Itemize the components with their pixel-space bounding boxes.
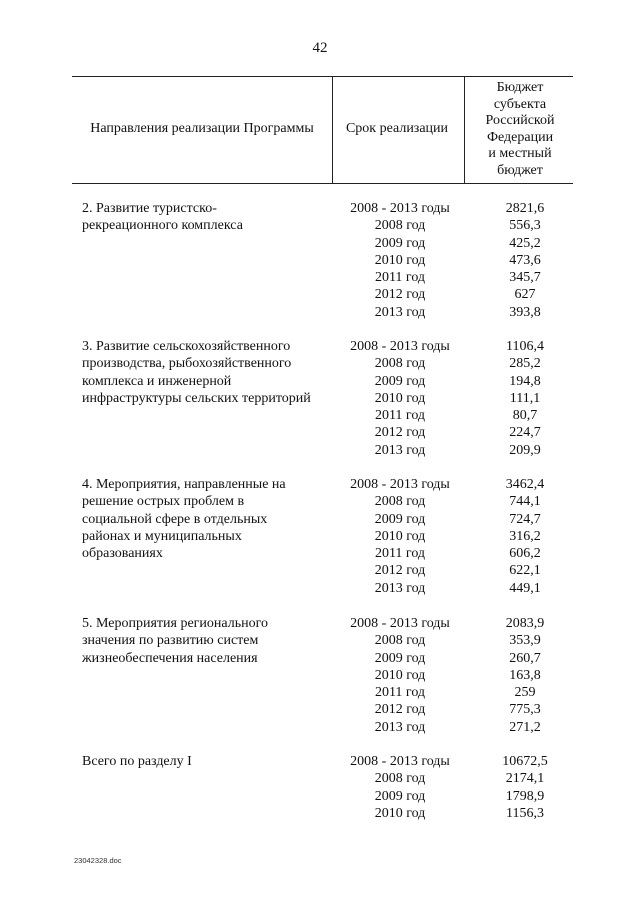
budget-value-cell: 271,2: [509, 719, 541, 735]
section-title: [82, 615, 344, 667]
section-title-line: комплекса и инженерной: [82, 373, 232, 389]
section-title-line: социальной сфере в отдельных: [82, 511, 268, 527]
period-column: [336, 338, 464, 459]
period-cell: 2008 - 2013 годы: [350, 477, 450, 492]
section-title-line: значения по развитию систем: [82, 633, 259, 649]
budget-value-cell: 1798,9: [505, 788, 545, 804]
header-budget: [470, 80, 570, 179]
section-title-line: производства, рыбохозяйственного: [82, 356, 292, 372]
period-cell: 2011 год: [374, 408, 426, 424]
section-title-line: 5. Мероприятия регионального: [82, 616, 268, 631]
budget-value-cell: 606,2: [509, 546, 541, 562]
period-cell: 2008 год: [374, 356, 426, 372]
period-cell: 2013 год: [374, 580, 426, 596]
period-cell: 2010 год: [374, 667, 426, 683]
budget-value-cell: 163,8: [509, 667, 541, 683]
section-title-line: инфраструктуры сельских территорий: [82, 390, 311, 406]
budget-column: [470, 338, 580, 459]
budget-value-cell: 393,8: [509, 304, 541, 320]
column-divider-1: [332, 76, 333, 183]
budget-value-cell: 260,7: [509, 650, 541, 666]
period-cell: 2013 год: [374, 442, 426, 458]
period-cell: 2010 год: [374, 390, 426, 406]
section-title: [82, 200, 344, 235]
period-cell: 2011 год: [374, 685, 426, 701]
section-title-line: 3. Развитие сельскохозяйственного: [82, 339, 291, 354]
budget-value-cell: 627: [514, 287, 536, 303]
section-title-line: жизнеобеспечения населения: [82, 650, 258, 666]
section-title-line: 4. Мероприятия, направленные на: [82, 477, 286, 492]
budget-value-cell: 194,8: [509, 373, 541, 389]
period-cell: 2010 год: [374, 528, 426, 544]
period-cell: 2013 год: [374, 304, 426, 320]
budget-value-cell: 1156,3: [506, 805, 544, 821]
period-column: [336, 200, 464, 321]
period-cell: 2012 год: [374, 563, 426, 579]
budget-value-cell: 556,3: [509, 218, 541, 234]
section-title-line: решение острых проблем в: [82, 494, 245, 510]
budget-value-cell: 111,1: [509, 390, 541, 406]
header-direction: Направления реализации Программы: [90, 121, 314, 136]
period-cell: 2008 - 2013 годы: [350, 339, 450, 354]
budget-value-cell: 316,2: [509, 528, 541, 544]
header-budget-line: и местный: [488, 146, 552, 161]
budget-value-cell: 3462,4: [505, 477, 545, 492]
period-cell: 2010 год: [374, 252, 426, 268]
page-number: 42: [312, 40, 328, 56]
section-title: [82, 338, 344, 407]
budget-value-cell: 285,2: [509, 356, 541, 372]
section-title: [82, 753, 344, 770]
period-cell: 2009 год: [374, 788, 426, 804]
period-cell: 2013 год: [374, 719, 426, 735]
header-budget-line: бюджет: [497, 162, 543, 178]
period-cell: 2012 год: [374, 287, 426, 303]
budget-value-cell: 259: [514, 685, 536, 701]
budget-value-cell: 622,1: [509, 563, 541, 579]
header-budget-line: Федерации: [486, 129, 554, 145]
period-cell: 2009 год: [374, 235, 426, 251]
budget-value-cell: 80,7: [512, 408, 538, 424]
budget-value-cell: 425,2: [509, 235, 541, 251]
period-column: [336, 476, 464, 597]
header-budget-line: Бюджет: [496, 80, 544, 95]
period-cell: 2009 год: [374, 373, 426, 389]
budget-value-cell: 2083,9: [505, 616, 545, 631]
budget-column: [470, 753, 580, 822]
section-title-line: образованиях: [82, 546, 163, 562]
period-cell: 2012 год: [374, 425, 426, 441]
budget-value-cell: 744,1: [509, 494, 541, 510]
section-title-line: Всего по разделу I: [82, 754, 192, 769]
budget-value-cell: 345,7: [509, 270, 541, 286]
period-cell: 2011 год: [374, 546, 426, 562]
period-cell: 2008 год: [374, 633, 426, 649]
budget-value-cell: 224,7: [509, 425, 541, 441]
header-budget-line: Российской: [485, 113, 555, 128]
period-cell: 2008 год: [374, 771, 426, 787]
budget-value-cell: 353,9: [509, 633, 541, 649]
period-column: [336, 753, 464, 822]
section-title: [82, 476, 344, 562]
budget-value-cell: 473,6: [509, 252, 541, 268]
period-column: [336, 615, 464, 736]
table-top-rule: [72, 76, 573, 77]
budget-value-cell: 10672,5: [502, 754, 548, 769]
budget-column: [470, 476, 580, 597]
budget-value-cell: 209,9: [509, 442, 541, 458]
period-cell: 2009 год: [374, 650, 426, 666]
budget-value-cell: 1106,4: [506, 339, 544, 354]
budget-value-cell: 2174,1: [505, 771, 545, 787]
section-title-line: рекреационного комплекса: [82, 218, 243, 234]
budget-value-cell: 449,1: [509, 580, 541, 596]
budget-column: [470, 200, 580, 321]
period-cell: 2011 год: [374, 270, 426, 286]
header-bottom-rule: [72, 183, 573, 184]
period-cell: 2008 - 2013 годы: [350, 616, 450, 631]
column-divider-2: [464, 76, 465, 183]
section-title-line: районах и муниципальных: [82, 528, 242, 544]
period-cell: 2009 год: [374, 511, 426, 527]
period-cell: 2008 - 2013 годы: [350, 201, 450, 216]
footer-filename: 23042328.doc: [74, 856, 122, 865]
header-term: Срок реализации: [345, 121, 449, 136]
period-cell: 2008 год: [374, 494, 426, 510]
section-title-line: 2. Развитие туристско-: [82, 201, 217, 216]
budget-value-cell: 2821,6: [505, 201, 545, 216]
budget-value-cell: 775,3: [509, 702, 541, 718]
period-cell: 2008 год: [374, 218, 426, 234]
period-cell: 2010 год: [374, 805, 426, 821]
header-budget-line: субъекта: [493, 96, 547, 112]
period-cell: 2008 - 2013 годы: [350, 754, 450, 769]
budget-column: [470, 615, 580, 736]
budget-value-cell: 724,7: [509, 511, 541, 527]
period-cell: 2012 год: [374, 702, 426, 718]
